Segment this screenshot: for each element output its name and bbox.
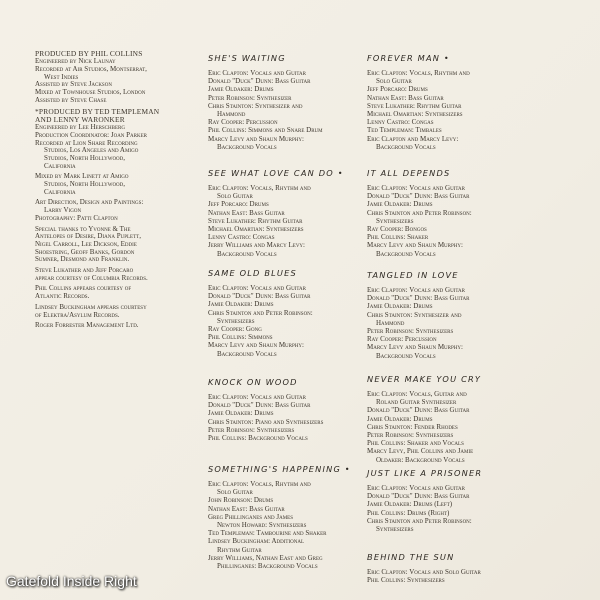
credit-heading: PRODUCED BY PHIL COLLINS <box>35 49 143 58</box>
credit-line: Hammond <box>217 110 246 119</box>
credit-line: Phil Collins: Synthesizers <box>367 576 445 585</box>
credit-line: Special thanks to Yvonne & The <box>35 224 131 233</box>
credit-line: Nathan East: Bass Guitar <box>367 93 444 102</box>
credit-line: Chris Stainton: Fender Rhodes <box>367 422 458 431</box>
credit-line: Donald "Duck" Dunn: Bass Guitar <box>367 406 470 415</box>
credit-line: Steve Lukather: Rhythm Guitar <box>208 216 303 225</box>
credit-line: Synthesizers <box>376 216 414 225</box>
credit-line: Engineered by Nick Launay <box>35 57 116 66</box>
credit-line: Roger Forrester Management Ltd. <box>35 321 139 330</box>
credit-paragraph <box>35 304 203 319</box>
song-title: SEE WHAT LOVE CAN DO • <box>208 168 344 178</box>
credit-line: John Robinson: Drums <box>208 496 274 505</box>
credit-line: Marcy Levy and Shaun Murphy: <box>367 343 463 352</box>
song-see-what-love-can-do <box>208 168 363 258</box>
credit-line: Donald "Duck" Dunn: Bass Guitar <box>367 294 470 303</box>
song-behind-the-sun <box>367 552 522 584</box>
credit-line: Phil Collins: Simmons and Snare Drum <box>208 126 323 135</box>
credit-line: Marcy Levy and Shaun Murphy: <box>208 341 304 350</box>
song-title: SAME OLD BLUES <box>208 268 297 278</box>
credit-line: of Elektra/Asylum Records. <box>35 310 120 319</box>
credit-line: Shoestring, Geoff Banks, Gordon <box>35 247 135 256</box>
credit-line: Chris Stainton and Peter Robinson: <box>367 208 472 217</box>
credit-line: Studios, Los Angeles and Amigo <box>44 146 139 155</box>
credit-line: Eric Clapton: Vocals and Guitar <box>367 184 465 192</box>
song-never-make-you-cry <box>367 374 522 464</box>
credit-line: Lindsey Buckingham appears courtesy <box>35 302 147 311</box>
credit-paragraph <box>35 226 203 265</box>
credit-line: Donald "Duck" Dunn: Bass Guitar <box>367 192 470 201</box>
credit-line: Eric Clapton: Vocals, Rhythm and <box>208 480 311 488</box>
credit-heading: *PRODUCED BY TED TEMPLEMAN <box>35 106 160 116</box>
credit-line: Jerry Williams, Nathan East and Greg <box>208 553 323 562</box>
production-credits <box>35 50 203 333</box>
credit-line: Ray Cooper: Percussion <box>208 118 278 127</box>
song-just-like-a-prisoner <box>367 468 522 533</box>
credit-line: Michael Omartian: Synthesizers <box>208 225 304 234</box>
credit-line: Eric Clapton: Vocals, Rhythm and <box>208 184 311 192</box>
credit-line: West Indies <box>44 72 79 81</box>
credit-line: Recorded at Air Studios, Montserrat, <box>35 65 147 73</box>
credit-line: Assisted by Steve Chase <box>35 95 107 104</box>
credit-line: Marcy Levy and Shaun Murphy: <box>367 241 463 250</box>
credit-heading: AND LENNY WARONKER <box>35 114 125 124</box>
credit-line: Phil Collins: Simmons <box>208 333 273 342</box>
credit-line: Jamie Oldaker: Drums <box>367 200 433 209</box>
credit-line: Background Vocals <box>376 142 436 151</box>
song-title: BEHIND THE SUN <box>367 552 455 562</box>
credit-line: Solo Guitar <box>376 77 412 86</box>
credit-line: Hammond <box>376 318 405 327</box>
credit-line: California <box>44 187 76 196</box>
credit-line: Eric Clapton: Vocals and Solo Guitar <box>367 568 481 576</box>
credit-line: Ted Templeman: Timbales <box>367 126 442 135</box>
credit-line: Donald "Duck" Dunn: Bass Guitar <box>367 492 470 501</box>
credit-line: Background Vocals <box>376 351 436 360</box>
credit-paragraph <box>35 199 203 222</box>
credit-line: Phil Collins: Background Vocals <box>208 434 308 443</box>
credit-line: Eric Clapton and Marcy Levy: <box>367 134 459 143</box>
credit-line: Jamie Oldaker: Drums <box>367 302 433 311</box>
credit-line: Background Vocals <box>217 249 277 258</box>
image-caption: Gatefold Inside Right <box>6 573 137 589</box>
credit-line: Nigel Carroll, Lee Dickson, Eddie <box>35 239 137 248</box>
credit-line: Jeff Porcaro: Drums <box>208 200 269 209</box>
credit-line: Peter Robinson: Synthesizer <box>208 93 292 102</box>
credit-line: Greg Phillinganes and James <box>208 512 293 521</box>
credit-line: Larry Vigon <box>44 206 82 215</box>
song-she-s-waiting <box>208 53 363 151</box>
credit-line: Ted Templeman: Tambourine and Shaker <box>208 529 327 538</box>
song-knock-on-wood <box>208 377 363 442</box>
song-title: TANGLED IN LOVE <box>367 270 459 280</box>
credit-line: Nathan East: Bass Guitar <box>208 504 285 513</box>
credit-line: Synthesizers <box>376 525 414 534</box>
credit-line: Production Coordinator: Joan Parker <box>35 130 148 139</box>
credit-line: Assisted by Steve Jackson <box>35 80 112 89</box>
credit-line: Oldaker: Background Vocals <box>376 455 465 464</box>
credit-line: Jerry Williams and Marcy Levy: <box>208 241 305 250</box>
credit-line: Ray Cooper: Bongos <box>367 225 427 234</box>
song-something-s-happening <box>208 464 363 570</box>
credit-line: Peter Robinson: Synthesizers <box>367 327 454 336</box>
credit-line: Jamie Oldaker: Drums <box>208 85 274 94</box>
credit-line: Chris Stainton: Piano and Synthesizers <box>208 417 324 426</box>
credit-paragraph <box>35 108 203 171</box>
credit-line: Art Direction, Design and Paintings: <box>35 198 144 207</box>
credit-line: Chris Stainton: Synthesizer and <box>367 310 462 319</box>
credit-line: Marcy Levy, Phil Collins and Jamie <box>367 447 474 456</box>
credit-line: Phil Collins appears courtesy of <box>35 284 132 293</box>
credit-line: Lindsey Buckingham: Additional <box>208 537 304 546</box>
credit-line: Studios, North Hollywood, <box>44 153 126 162</box>
credit-line: Eric Clapton: Vocals and Guitar <box>208 284 306 292</box>
credit-line: Eric Clapton: Vocals and Guitar <box>367 286 465 294</box>
credit-line: Background Vocals <box>376 249 436 258</box>
credit-line: Photography: Patti Clapton <box>35 213 118 222</box>
credit-line: Background Vocals <box>217 142 277 151</box>
credit-line: Peter Robinson: Synthesizers <box>367 431 454 440</box>
song-title: SHE'S WAITING <box>208 53 286 63</box>
credit-line: Michael Omartian: Synthesizers <box>367 110 463 119</box>
credit-line: Atlantic Records. <box>35 292 90 301</box>
credit-line: Marcy Levy and Shaun Murphy: <box>208 134 304 143</box>
credit-line: Chris Stainton and Peter Robinson: <box>208 308 313 317</box>
credit-paragraph <box>35 267 203 282</box>
credit-line: Eric Clapton: Vocals and Guitar <box>208 393 306 401</box>
credit-line: Mixed at Townhouse Studios, London <box>35 88 146 97</box>
credit-line: Peter Robinson: Synthesizers <box>208 425 295 434</box>
credit-paragraph <box>35 50 203 105</box>
song-title: FOREVER MAN • <box>367 53 450 63</box>
song-forever-man <box>367 53 522 151</box>
credit-line: Studios, North Hollywood, <box>44 180 126 189</box>
credit-line: Sumner, Desmond and Franklin. <box>35 255 130 264</box>
credit-line: Jeff Porcaro: Drums <box>367 85 428 94</box>
credit-line: Steve Lukather: Rhythm Guitar <box>367 101 462 110</box>
credit-line: Eric Clapton: Vocals, Guitar and <box>367 390 467 398</box>
credit-paragraph <box>35 173 203 196</box>
credit-line: California <box>44 161 76 170</box>
credit-line: Roland Guitar Synthesizer <box>376 398 457 407</box>
credit-line: Eric Clapton: Vocals, Rhythm and <box>367 69 470 77</box>
credit-paragraph <box>35 285 203 300</box>
credit-line: Newton Howard: Synthesizers <box>217 521 307 530</box>
credit-line: Lenny Castro: Congas <box>367 118 434 127</box>
credit-line: Mixed by Mark Linett at Amigo <box>35 172 129 181</box>
credit-line: Background Vocals <box>217 349 277 358</box>
credit-line: Solo Guitar <box>217 192 253 201</box>
song-title: JUST LIKE A PRISONER <box>367 468 483 478</box>
song-title: IT ALL DEPENDS <box>367 168 451 178</box>
credit-line: Eric Clapton: Vocals and Guitar <box>208 69 306 77</box>
song-tangled-in-love <box>367 270 522 360</box>
song-title: SOMETHING'S HAPPENING • <box>208 464 351 474</box>
credit-line: Ray Cooper: Percussion <box>367 335 437 344</box>
credit-paragraph <box>35 322 203 330</box>
credit-line: Rhythm Guitar <box>217 545 262 554</box>
credit-line: Phillinganes: Background Vocals <box>217 562 318 571</box>
credit-line: Donald "Duck" Dunn: Bass Guitar <box>208 292 311 301</box>
credit-line: Phil Collins: Shaker and Vocals <box>367 439 464 448</box>
credit-line: Chris Stainton and Peter Robinson: <box>367 516 472 525</box>
credit-line: Phil Collins: Drums (Right) <box>367 508 450 517</box>
credit-line: Jamie Oldaker: Drums <box>208 409 274 418</box>
credit-line: Chris Stainton: Synthesizer and <box>208 101 303 110</box>
song-title: KNOCK ON WOOD <box>208 377 298 387</box>
credit-line: Ray Cooper: Gong <box>208 325 262 334</box>
credit-line: Phil Collins: Shaker <box>367 233 429 242</box>
credit-line: Donald "Duck" Dunn: Bass Guitar <box>208 401 311 410</box>
credit-line: Lenny Castro: Congas <box>208 233 275 242</box>
song-same-old-blues <box>208 268 363 358</box>
credit-line: Jamie Oldaker: Drums <box>367 414 433 423</box>
credit-line: Solo Guitar <box>217 488 253 497</box>
credit-line: Steve Lukather and Jeff Porcaro <box>35 266 134 275</box>
credit-line: Synthesizers <box>217 316 255 325</box>
credit-line: Antelopes of Desire, Diana Puplett, <box>35 232 141 241</box>
song-title: NEVER MAKE YOU CRY <box>367 374 482 384</box>
credit-line: Donald "Duck" Dunn: Bass Guitar <box>208 77 311 86</box>
song-it-all-depends <box>367 168 522 258</box>
credit-line: Nathan East: Bass Guitar <box>208 208 285 217</box>
credit-line: Jamie Oldaker: Drums (Left) <box>367 500 453 509</box>
credit-line: Eric Clapton: Vocals and Guitar <box>367 484 465 492</box>
credit-line: appear courtesy of Columbia Records. <box>35 273 148 282</box>
credit-line: Engineered by Lee Herschberg <box>35 123 125 132</box>
credit-line: Jamie Oldaker: Drums <box>208 300 274 309</box>
credit-line: Recorded at Lion Share Recording <box>35 138 138 147</box>
